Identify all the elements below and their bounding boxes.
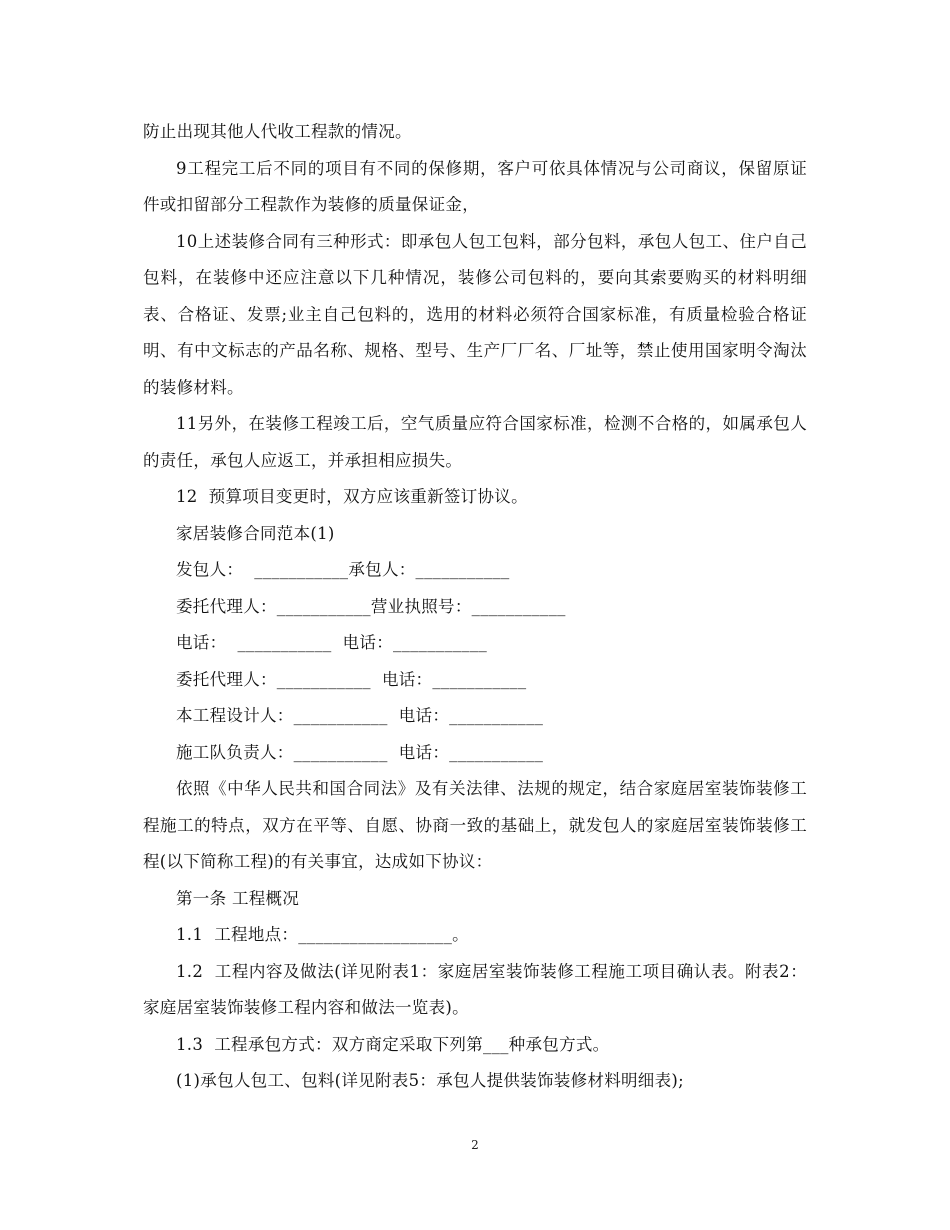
party-line-2: 委托代理人：___________营业执照号：___________ — [176, 596, 566, 616]
clause-1-2: 1.2 工程内容及做法(详见附表1：家庭居室装饰装修工程施工项目确认表。附表2：家庭居室装饰装修工程内容和做法一览表)。 — [143, 961, 807, 1017]
contract-title: 家居装修合同范本(1) — [176, 523, 335, 543]
paragraph-4: 11另外，在装修工程竣工后，空气质量应符合国家标准，检测不合格的，如属承包人的责任，承包人应返工，并承担相应损失。 — [143, 414, 807, 470]
paragraph-1: 防止出现其他人代收工程款的情况。 — [143, 122, 412, 141]
clause-1-1: 1.1 工程地点：__________________。 — [176, 925, 469, 944]
clause-1-3-option-1: (1)承包人包工、包料(详见附表5：承包人提供装饰装修材料明细表); — [176, 1071, 685, 1090]
paragraph-3: 10上述装修合同有三种形式：即承包人包工包料，部分包料，承包人包工、住户自己包料，在装修中还应注意以下几种情况，装修公司包料的，要向其索要购买的材料明细表、合格证、发票;业主自己包料的，选用的材料必须符合国家标准，有质量检验合格证明、有中文标志的产品名称、规格、型号、生产厂厂名、厂址等，禁止使用国家明令淘汰的装修材料。 — [143, 231, 807, 397]
party-line-5: 本工程设计人：___________ 电话：___________ — [176, 706, 544, 725]
party-line-4: 委托代理人：___________ 电话：___________ — [176, 669, 527, 689]
party-line-6: 施工队负责人：___________ 电话：___________ — [176, 742, 544, 762]
party-line-1: 发包人： ___________承包人：___________ — [176, 560, 510, 579]
paragraph-2: 9工程完工后不同的项目有不同的保修期，客户可依具体情况与公司商议，保留原证件或扣留部分工程款作为装修的质量保证金， — [143, 158, 807, 214]
party-line-3: 电话： ___________ 电话：___________ — [176, 633, 488, 652]
paragraph-5: 12 预算项目变更时，双方应该重新签订协议。 — [176, 487, 528, 506]
page-number: 2 — [471, 1138, 479, 1152]
preamble-paragraph: 依照《中华人民共和国合同法》及有关法律、法规的规定，结合家庭居室装饰装修工程施工的特点，双方在平等、自愿、协商一致的基础上，就发包人的家庭居室装饰装修工程(以下简称工程)的有关事宜，达成如下协议： — [143, 779, 807, 871]
clause-1-3: 1.3 工程承包方式：双方商定采取下列第___种承包方式。 — [176, 1034, 610, 1054]
article-1-heading: 第一条 工程概况 — [176, 888, 300, 908]
document-body — [143, 114, 807, 1100]
